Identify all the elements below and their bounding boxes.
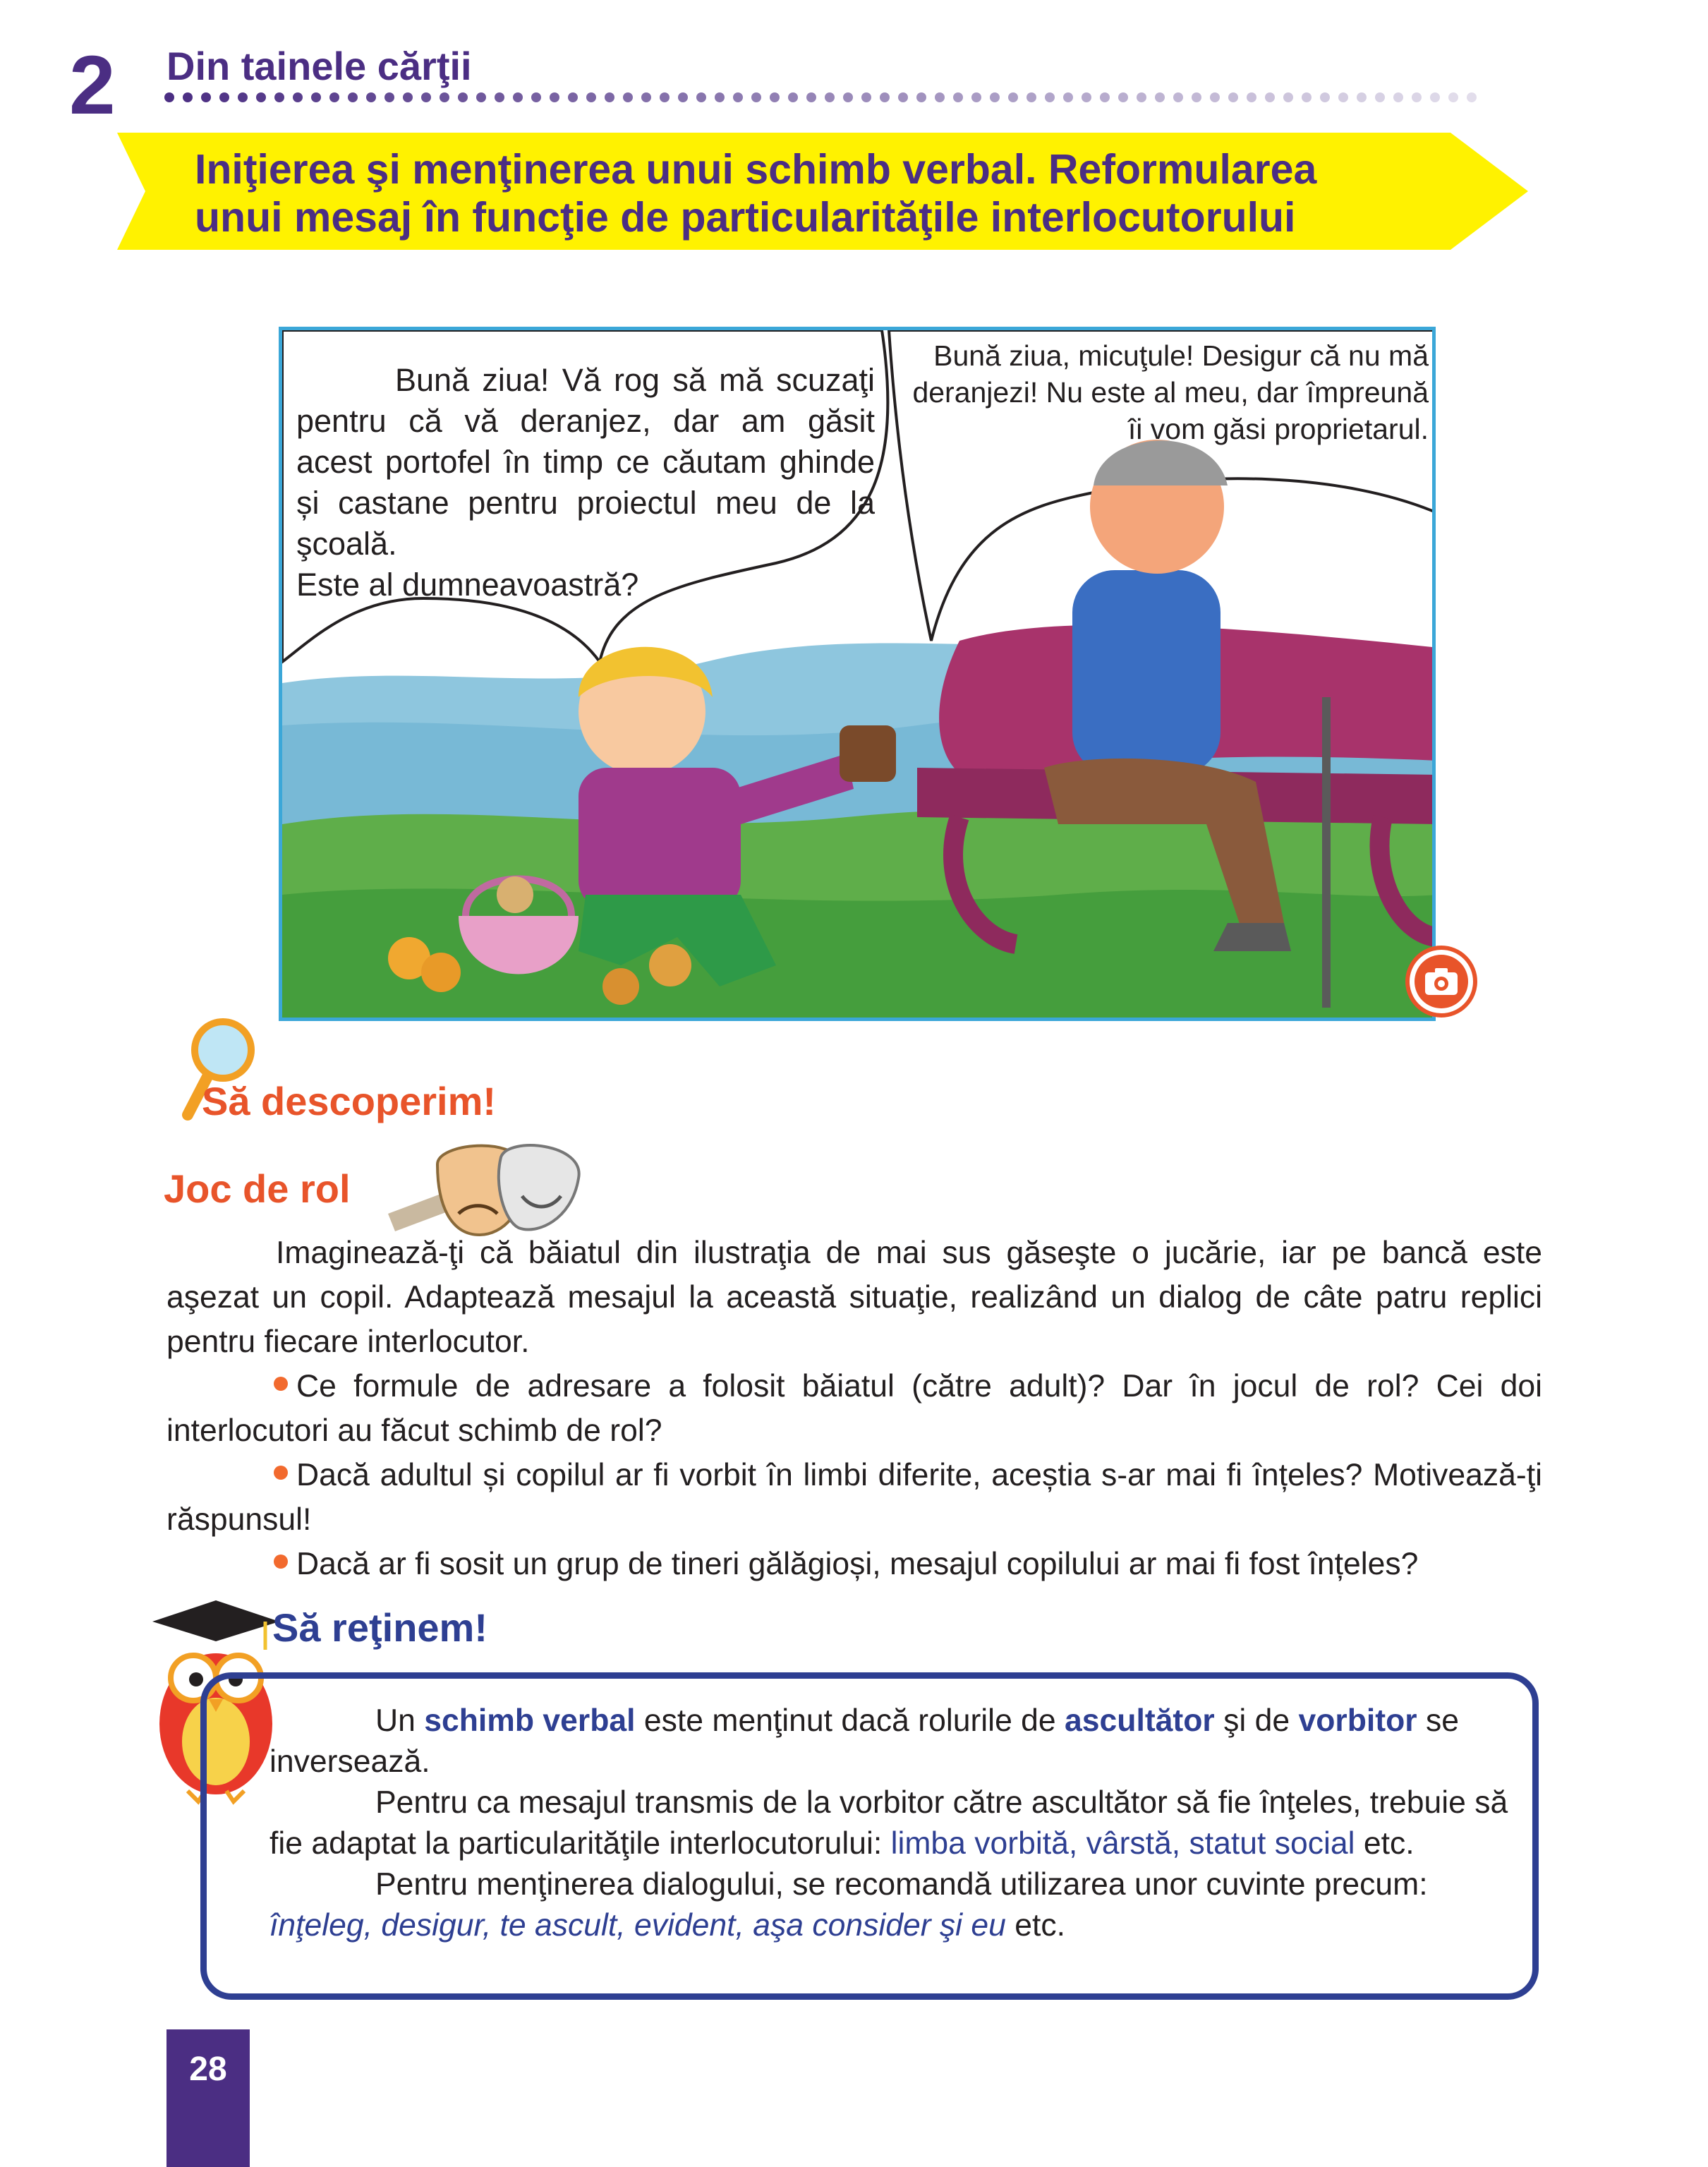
header-dot [421,92,431,102]
keyword-vorbitor: vorbitor [1298,1703,1417,1738]
interlocutor-particularities: limba vorbită, vârstă, statut social [890,1826,1355,1861]
keyword-ascultator: ascultător [1065,1703,1215,1738]
header-dot [861,92,871,102]
header-dot [293,92,303,102]
header-dot [1265,92,1275,102]
p1-d: se inversează. [269,1703,1459,1779]
header-dot [1045,92,1055,102]
topic-title-line-1: Iniţierea şi menţinerea unui schimb verbal. Reformularea [195,146,1317,193]
header-dot [1393,92,1403,102]
header-dot [1137,92,1146,102]
page-number: 28 [189,2051,227,2088]
remember-box-text [269,1701,1511,1946]
header-dot [751,92,761,102]
header-dot [660,92,670,102]
header-dot [495,92,504,102]
header-dot [788,92,798,102]
chapter-number: 2 [69,39,116,132]
header-dot [311,92,321,102]
p2-a: Pentru ca mesajul transmis de la vorbitor către ascultător să fie înţeles, trebuie să fie adaptat la particularităţile interlocutorului: [269,1785,1508,1861]
header-dot [1228,92,1238,102]
header-dot [348,92,358,102]
header-dot [476,92,486,102]
question-1 [166,1364,1542,1453]
boy-speech-bubble [296,360,875,605]
header-dot [990,92,1000,102]
header-dot [1173,92,1183,102]
header-dot [935,92,945,102]
header-dot [1320,92,1330,102]
header-dot [1026,92,1036,102]
header-dot [1430,92,1440,102]
chapter-title: Din tainele cărţii [166,44,472,88]
old-man-speech-bubble: Bună ziua, micuţule! Desigur că nu mă deranjezi! Nu este al meu, dar împreună îi vom găsi proprietarul. [912,339,1429,445]
header-dot [1357,92,1367,102]
header-dot [1100,92,1110,102]
role-play-title: Joc de rol [164,1166,351,1211]
header-dot [1118,92,1128,102]
p3-b: etc. [1005,1908,1065,1943]
header-dot [274,92,284,102]
header-dot [238,92,248,102]
header-dot [1338,92,1348,102]
discover-section-title: Să descoperim! [202,1079,497,1123]
header-dot [164,92,174,102]
header-dot [715,92,725,102]
header-dot [696,92,706,102]
header-dot [953,92,963,102]
camera-icon[interactable] [1405,946,1477,1018]
header-dot [806,92,816,102]
header-dot [1155,92,1165,102]
header-dot [366,92,376,102]
header-dot [201,92,211,102]
p1-a: Un [375,1703,425,1738]
header-dot [568,92,578,102]
header-dot [403,92,413,102]
remember-paragraph-3 [269,1864,1511,1946]
question-3-text: Dacă ar fi sosit un grup de tineri gălăgioși, mesajul copilului ar mai fi fost înțeles? [296,1547,1419,1581]
header-dot [586,92,596,102]
header-dot [531,92,541,102]
header-dot [605,92,614,102]
boy-speech-question: Este al dumneavoastră? [296,567,639,603]
bullet-dot [274,1377,288,1391]
header-dot [550,92,559,102]
topic-title [195,145,1500,241]
header-dot [1210,92,1220,102]
header-dot [770,92,780,102]
header-dot [1448,92,1458,102]
p3-a: Pentru menţinerea dialogului, se recomandă utilizarea unor cuvinte precum: [375,1867,1428,1902]
header-dot [641,92,651,102]
header-dot [1247,92,1256,102]
header-dot [458,92,468,102]
dialogue-keep-words: înţeleg, desigur, te ascult, evident, aşa consider şi eu [269,1908,1006,1943]
header-dot [329,92,339,102]
boy-speech-text: Bună ziua! Vă rog să mă scuzaţi pentru că vă deranjez, dar am găsit acest portofel în timp ce căutam ghinde și castane pentru proiectul meu de la şcoală. [296,362,875,562]
header-dot [898,92,908,102]
role-play-text: Imaginează-ţi că băiatul din ilustraţia de mai sus găseşte o jucărie, iar pe bancă este aşezat un copil. Adaptează mesajul la această situaţie, realizând un dialog de câte patru replici pentru fiecare interlocutor. [166,1236,1542,1359]
theater-masks-icon [381,1136,586,1242]
header-dot [916,92,926,102]
header-dot [1412,92,1422,102]
header-dotted-rule [164,90,1490,104]
header-dot [733,92,743,102]
header-dot [1467,92,1477,102]
header-dot [513,92,523,102]
header-dot [971,92,981,102]
header-dot [1008,92,1018,102]
p2-b: etc. [1355,1826,1415,1861]
p1-b: este menţinut dacă rolurile de [635,1703,1065,1738]
topic-title-line-2: unui mesaj în funcţie de particularităţile interlocutorului [195,194,1296,241]
question-3 [166,1542,1542,1586]
bullet-dot [274,1466,288,1480]
question-2-text: Dacă adultul și copilul ar fi vorbit în limbi diferite, aceștia s-ar mai fi înțeles? Motivează-ţi răspunsul! [166,1458,1542,1537]
keyword-schimb-verbal: schimb verbal [424,1703,636,1738]
question-1-text: Ce formule de adresare a folosit băiatul (către adult)? Dar în jocul de rol? Cei doi interlocutori au făcut schimb de rol? [166,1369,1542,1448]
header-dot [440,92,449,102]
p1-c: şi de [1214,1703,1299,1738]
header-dot [256,92,266,102]
header-dot [1283,92,1293,102]
header-dot [384,92,394,102]
header-dot [1063,92,1073,102]
role-play-instructions [166,1231,1542,1364]
header-dot [183,92,193,102]
remember-paragraph-1 [269,1701,1511,1782]
header-dot [1192,92,1201,102]
bullet-dot [274,1555,288,1569]
header-dot [1302,92,1312,102]
header-dot [843,92,853,102]
question-2 [166,1453,1542,1542]
remember-section-title: Să reţinem! [272,1605,487,1650]
header-dot [1375,92,1385,102]
header-dot [678,92,688,102]
header-dot [825,92,835,102]
header-dot [219,92,229,102]
header-dot [623,92,633,102]
remember-paragraph-2 [269,1782,1511,1864]
header-dot [1082,92,1091,102]
dialogue-illustration [279,327,1436,1021]
header-dot [880,92,890,102]
